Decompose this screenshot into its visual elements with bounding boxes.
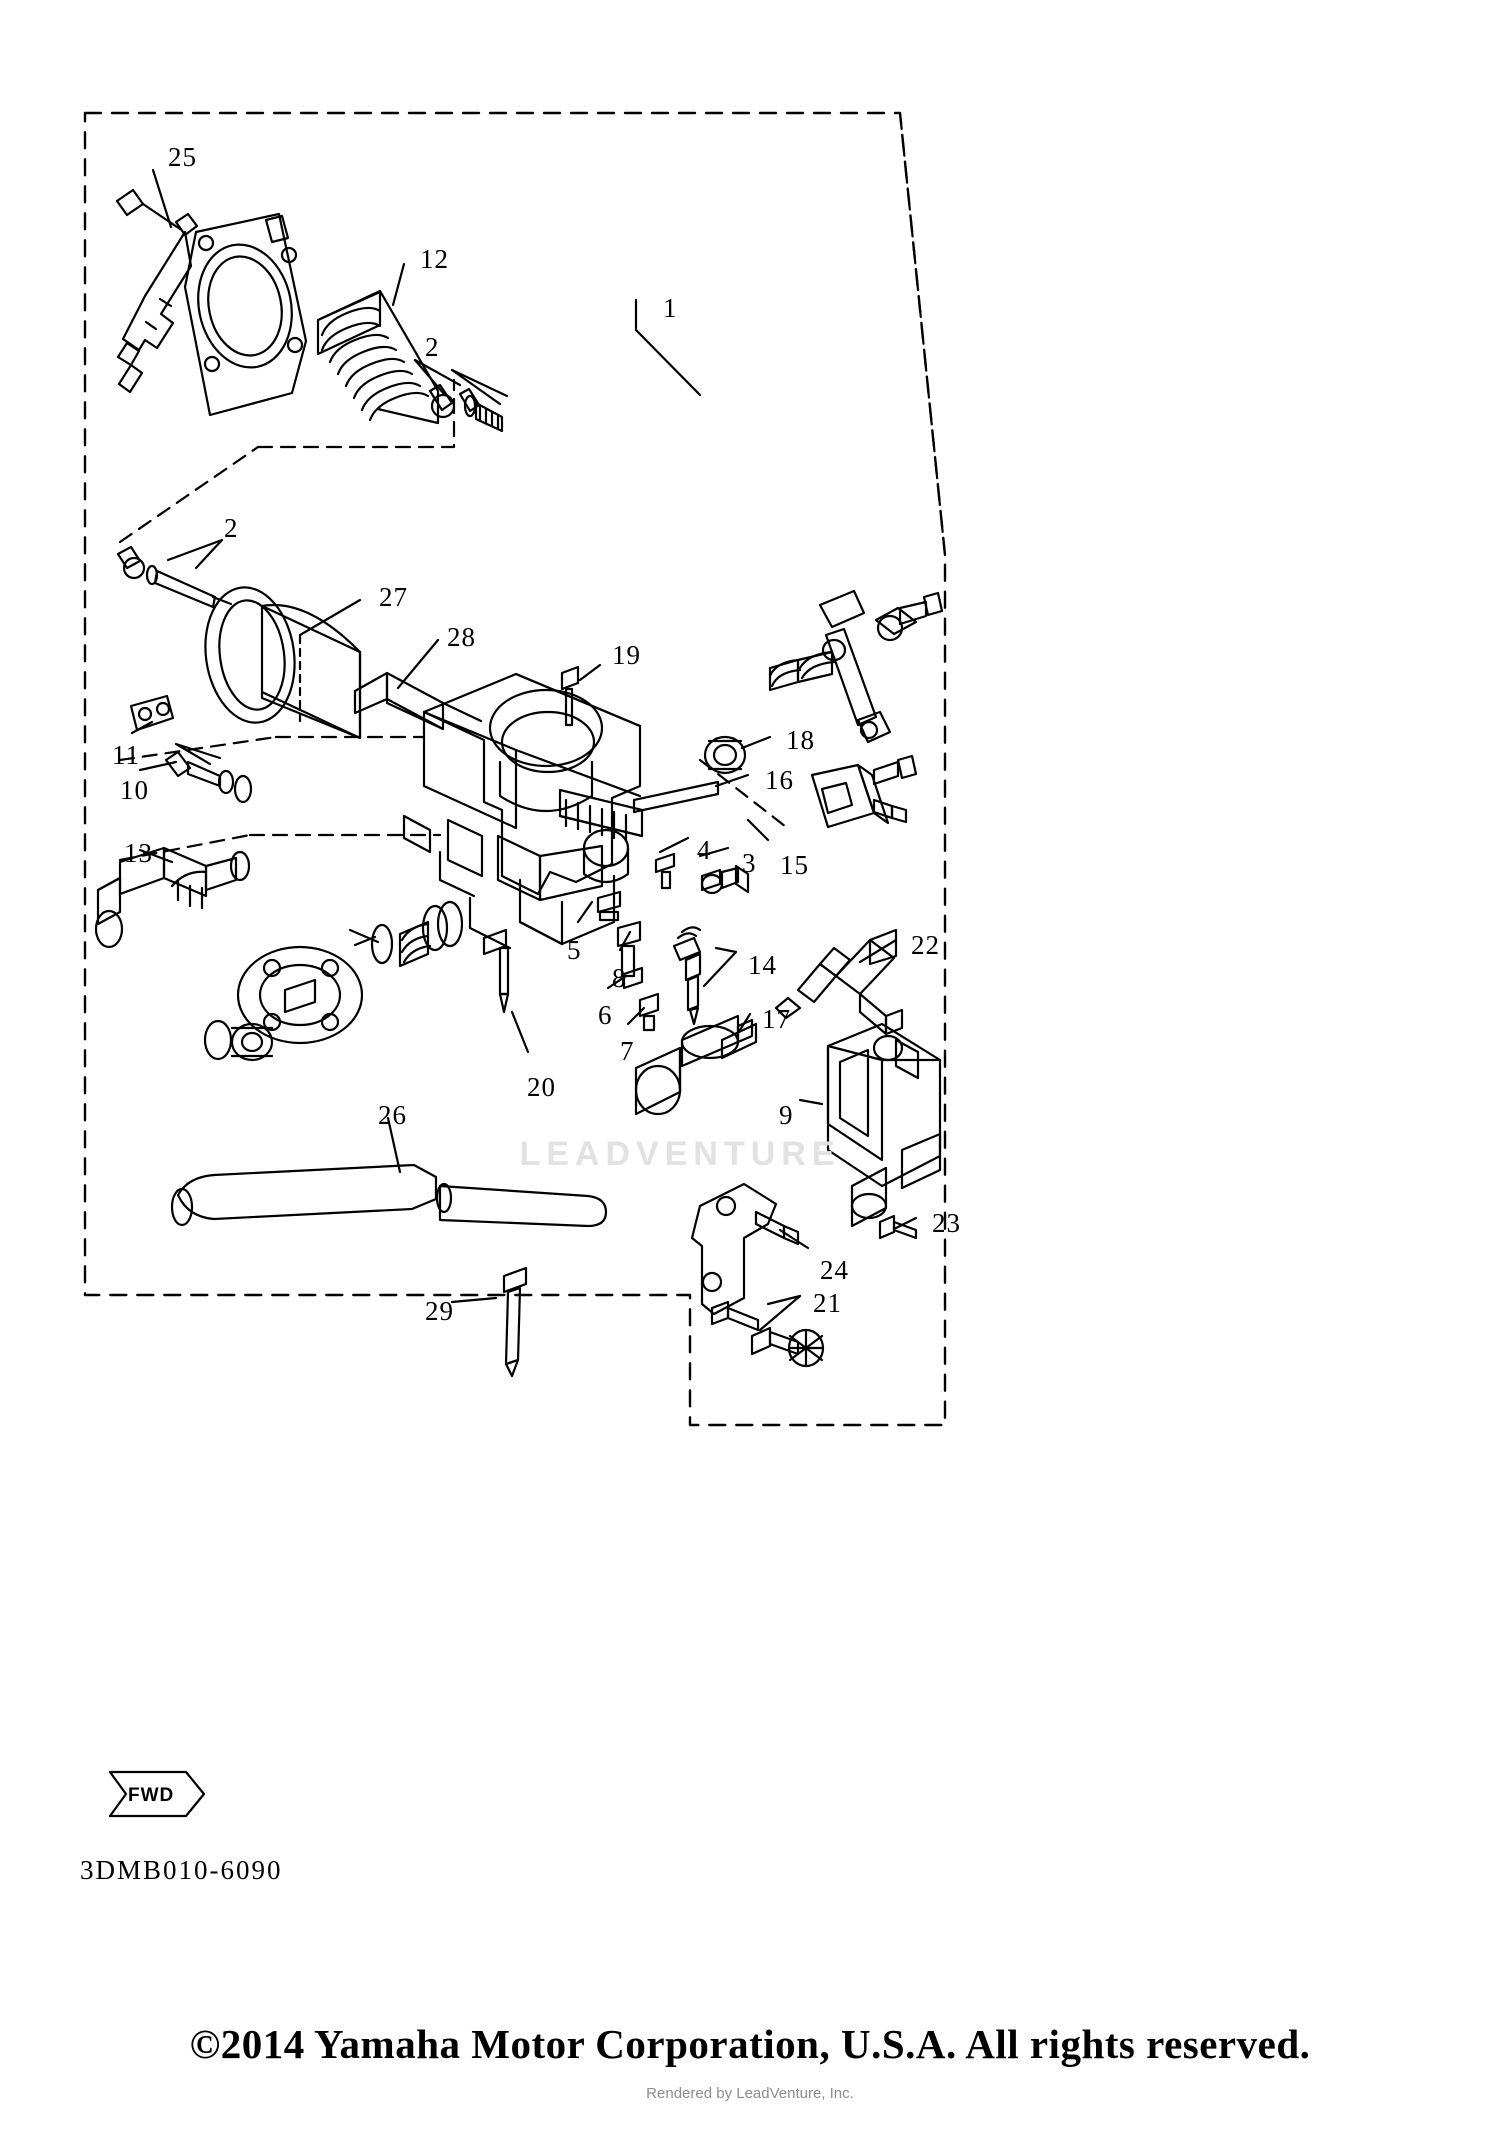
callout-5: 5: [567, 935, 582, 965]
copyright-notice: ©2014 Yamaha Motor Corporation, U.S.A. All rights reserved.: [189, 2021, 1311, 2067]
callout-12: 12: [420, 244, 449, 274]
part-10: [166, 744, 251, 802]
callout-9: 9: [779, 1100, 794, 1130]
part-9: [828, 1024, 940, 1226]
callout-20: 20: [527, 1072, 556, 1102]
part-2-top: [430, 370, 507, 431]
callout-21: 21: [813, 1288, 842, 1318]
callout-28: 28: [447, 622, 476, 652]
washer-stack: [350, 902, 462, 966]
part-11: [131, 696, 173, 730]
part-27-piston: [197, 582, 360, 738]
part-14: [674, 927, 700, 1024]
callout-22: 22: [911, 930, 940, 960]
callout-24: 24: [820, 1255, 849, 1285]
callout-13: 13: [124, 838, 153, 868]
intake-flange: [185, 214, 306, 415]
part-16-shaft: [634, 782, 718, 812]
callout-26: 26: [378, 1100, 407, 1130]
part-29-clip: [504, 1268, 526, 1376]
part-7: [640, 994, 658, 1030]
watermark: LEADVENTURE: [519, 1135, 841, 1173]
callout-2-top: 2: [425, 332, 440, 362]
callout-14: 14: [748, 950, 777, 980]
callout-10: 10: [120, 775, 149, 805]
part-12-spring: [318, 291, 438, 423]
callout-23: 23: [932, 1208, 961, 1238]
callout-6: 6: [598, 1000, 613, 1030]
part-4: [656, 854, 674, 888]
part-20: [484, 930, 508, 1012]
fwd-label: FWD: [128, 1785, 175, 1806]
part-21: [712, 1302, 823, 1366]
throttle-linkage-upper: [770, 591, 942, 742]
callout-25: 25: [168, 142, 197, 172]
part-26-hose: [172, 1165, 606, 1226]
part-15-bracket: [812, 756, 916, 827]
float-chamber-cover: [205, 947, 362, 1060]
callout-2-left: 2: [224, 513, 239, 543]
part-22: [776, 930, 902, 1034]
diagram-code: 3DMB010-6090: [80, 1855, 283, 1885]
part-5: [598, 892, 620, 920]
callout-27: 27: [379, 582, 408, 612]
callout-29: 29: [425, 1296, 454, 1326]
callout-17: 17: [762, 1004, 791, 1034]
callout-15: 15: [780, 850, 809, 880]
part-6: [624, 968, 642, 988]
part-18: [705, 737, 745, 773]
part-24: [692, 1184, 798, 1314]
callout-8: 8: [612, 963, 627, 993]
rendered-by-notice: Rendered by LeadVenture, Inc.: [646, 2085, 854, 2102]
part-28-needle: [355, 673, 481, 729]
callout-4: 4: [697, 835, 712, 865]
callout-11: 11: [112, 740, 140, 770]
callout-19: 19: [612, 640, 641, 670]
callout-16: 16: [765, 765, 794, 795]
callout-1: 1: [663, 293, 678, 323]
part-2-left: [118, 547, 231, 607]
callout-3: 3: [742, 848, 757, 878]
callout-18: 18: [786, 725, 815, 755]
callout-7: 7: [620, 1036, 635, 1066]
